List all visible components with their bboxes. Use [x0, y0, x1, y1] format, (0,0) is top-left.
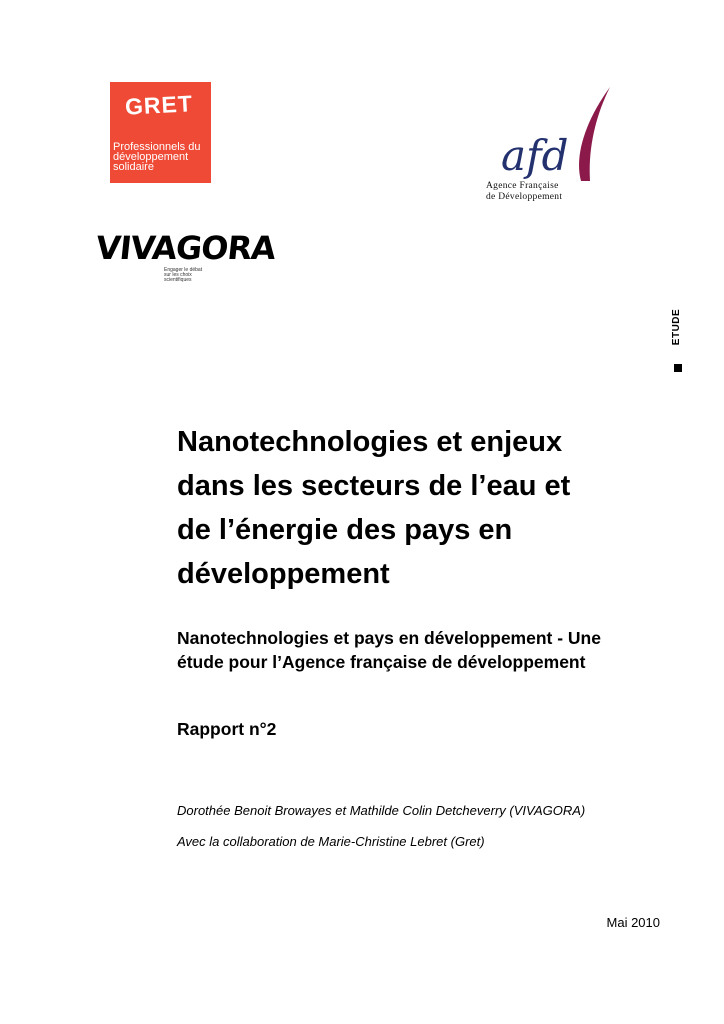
title-line: de l’énergie des pays en — [177, 514, 513, 546]
subtitle-line: Nanotechnologies et pays en développement - Une — [177, 628, 601, 648]
subtitle-line: étude pour l’Agence française de développement — [177, 652, 586, 672]
square-bullet-icon — [674, 364, 682, 372]
vivagora-logo — [94, 229, 277, 290]
collaboration-credit: Avec la collaboration de Marie-Christine Lebret (Gret) — [177, 834, 485, 849]
publication-date: Mai 2010 — [606, 915, 660, 930]
title-line: Nanotechnologies et enjeux — [177, 426, 563, 458]
title-line: développement — [177, 558, 390, 590]
document-title — [177, 420, 657, 596]
document-subtitle — [177, 626, 637, 674]
vivagora-logo-name: VIVAGORA — [94, 229, 277, 267]
afd-logo-name: afd — [501, 131, 569, 180]
title-line: dans les secteurs de l’eau et — [177, 470, 571, 502]
report-number: Rapport n°2 — [177, 719, 277, 739]
side-label-text: ETUDE — [671, 308, 682, 346]
afd-logo — [486, 85, 616, 210]
authors: Dorothée Benoit Browayes et Mathilde Colin Detcheverry (VIVAGORA) — [177, 803, 586, 818]
gret-logo-name: GRET — [124, 90, 194, 120]
gret-logo-tagline: Professionnels du développement solidaire — [113, 141, 201, 173]
side-label — [672, 300, 686, 375]
afd-logo-subtitle: Agence Française de Développement — [486, 181, 563, 202]
vivagora-logo-tagline: Engager le débat sur les choix scientifiques — [164, 267, 203, 283]
gret-logo — [110, 82, 211, 183]
